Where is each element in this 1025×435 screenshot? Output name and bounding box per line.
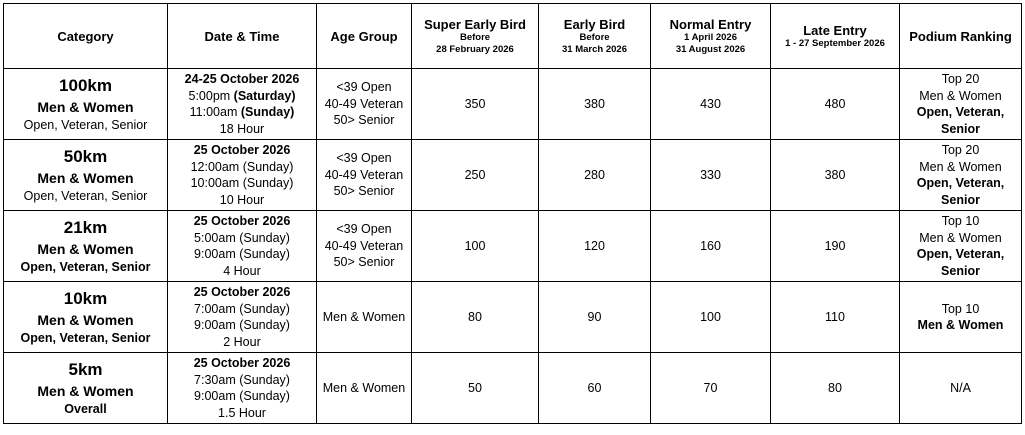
time-value: 10:00am bbox=[190, 176, 243, 190]
cutoff-duration: 2 Hour bbox=[223, 334, 261, 349]
category-divisions: Overall bbox=[64, 402, 107, 416]
cutoff-duration: 1.5 Hour bbox=[218, 405, 266, 420]
time-day: (Sunday) bbox=[239, 247, 290, 261]
podium-line-2: Men & Women bbox=[917, 318, 1004, 332]
table-row bbox=[4, 140, 1022, 211]
age-group-line: 40-49 Veteran bbox=[324, 96, 404, 111]
header-late-entry bbox=[771, 4, 900, 69]
header-super-early-line1: Before bbox=[459, 31, 491, 43]
age-group-line: 50> Senior bbox=[333, 255, 395, 270]
age-group-line: <39 Open bbox=[336, 80, 392, 95]
table-row bbox=[4, 69, 1022, 140]
date-time-cell bbox=[168, 69, 317, 140]
time-day: (Sunday) bbox=[239, 230, 290, 245]
super-early-price: 100 bbox=[412, 211, 539, 282]
age-group-line: 40-49 Veteran bbox=[324, 238, 404, 253]
podium-line-3: Open, Veteran, Senior bbox=[916, 176, 1005, 207]
early-price: 380 bbox=[539, 69, 651, 140]
time-value: 5:00pm bbox=[188, 88, 234, 103]
header-normal-entry bbox=[651, 4, 771, 69]
cutoff-duration: 4 Hour bbox=[223, 263, 261, 278]
normal-price: 160 bbox=[651, 211, 771, 282]
podium-line-1: N/A bbox=[950, 380, 971, 395]
super-early-price: 80 bbox=[412, 282, 539, 353]
date-time-cell bbox=[168, 353, 317, 424]
age-group-line: 50> Senior bbox=[333, 184, 395, 199]
end-time bbox=[168, 246, 316, 263]
time-day: (Sunday) bbox=[240, 105, 295, 119]
age-group-cell bbox=[317, 353, 412, 424]
time-value: 7:30am bbox=[194, 372, 240, 387]
category-gender: Men & Women bbox=[37, 170, 134, 186]
header-normal-line2: 31 August 2026 bbox=[675, 43, 746, 55]
normal-price: 330 bbox=[651, 140, 771, 211]
time-value: 11:00am bbox=[189, 105, 241, 119]
event-date: 25 October 2026 bbox=[193, 356, 291, 370]
header-normal-title: Normal Entry bbox=[669, 16, 752, 32]
header-early-line2: 31 March 2026 bbox=[562, 43, 627, 55]
podium-line-2: Men & Women bbox=[919, 230, 1002, 245]
category-gender: Men & Women bbox=[37, 312, 134, 328]
table-row bbox=[4, 282, 1022, 353]
header-podium-ranking: Podium Ranking bbox=[900, 4, 1022, 69]
podium-line-2: Men & Women bbox=[919, 88, 1002, 103]
category-cell bbox=[4, 353, 168, 424]
age-group-line: <39 Open bbox=[336, 151, 392, 166]
podium-line-2: Men & Women bbox=[919, 159, 1002, 174]
late-price: 80 bbox=[771, 353, 900, 424]
header-super-early-bird bbox=[412, 4, 539, 69]
header-category: Category bbox=[4, 4, 168, 69]
header-early-title: Early Bird bbox=[563, 16, 626, 32]
header-row bbox=[4, 4, 1022, 69]
end-time bbox=[168, 104, 316, 121]
start-time bbox=[168, 88, 316, 105]
age-group-line: 50> Senior bbox=[333, 113, 395, 128]
late-price: 480 bbox=[771, 69, 900, 140]
date-time-cell bbox=[168, 140, 317, 211]
event-date: 24-25 October 2026 bbox=[184, 72, 300, 86]
category-divisions: Open, Veteran, Senior bbox=[20, 331, 151, 345]
table-row bbox=[4, 211, 1022, 282]
category-distance: 5km bbox=[68, 360, 103, 379]
category-divisions: Open, Veteran, Senior bbox=[23, 189, 148, 203]
event-date: 25 October 2026 bbox=[193, 143, 291, 157]
normal-price: 70 bbox=[651, 353, 771, 424]
category-cell bbox=[4, 282, 168, 353]
late-price: 110 bbox=[771, 282, 900, 353]
category-divisions: Open, Veteran, Senior bbox=[20, 260, 151, 274]
early-price: 120 bbox=[539, 211, 651, 282]
category-gender: Men & Women bbox=[37, 241, 134, 257]
category-cell bbox=[4, 69, 168, 140]
podium-cell bbox=[900, 211, 1022, 282]
header-super-early-line2: 28 February 2026 bbox=[436, 43, 514, 55]
cutoff-duration: 10 Hour bbox=[219, 192, 265, 207]
super-early-price: 50 bbox=[412, 353, 539, 424]
end-time bbox=[168, 175, 316, 192]
event-date: 25 October 2026 bbox=[193, 214, 291, 228]
time-day: (Sunday) bbox=[242, 176, 294, 190]
category-distance: 21km bbox=[63, 218, 108, 237]
time-day: (Saturday) bbox=[233, 88, 296, 103]
time-day: (Sunday) bbox=[239, 372, 290, 387]
time-value: 5:00am bbox=[194, 230, 240, 245]
time-day: (Sunday) bbox=[239, 389, 290, 403]
early-price: 280 bbox=[539, 140, 651, 211]
early-price: 60 bbox=[539, 353, 651, 424]
time-day: (Sunday) bbox=[239, 301, 290, 316]
header-late-title: Late Entry bbox=[803, 22, 867, 38]
time-value: 9:00am bbox=[194, 318, 240, 332]
category-distance: 10km bbox=[63, 289, 108, 308]
category-gender: Men & Women bbox=[37, 99, 134, 115]
super-early-price: 350 bbox=[412, 69, 539, 140]
time-day: (Sunday) bbox=[242, 159, 294, 174]
category-gender: Men & Women bbox=[37, 383, 134, 399]
header-super-early-title: Super Early Bird bbox=[424, 16, 526, 32]
event-date: 25 October 2026 bbox=[193, 285, 291, 299]
late-price: 380 bbox=[771, 140, 900, 211]
header-late-line1: 1 - 27 September 2026 bbox=[785, 37, 885, 49]
podium-line-1: Top 20 bbox=[941, 72, 980, 86]
age-group-line: Men & Women bbox=[322, 309, 406, 324]
super-early-price: 250 bbox=[412, 140, 539, 211]
podium-line-1: Top 20 bbox=[941, 143, 980, 157]
time-value: 7:00am bbox=[194, 301, 240, 316]
date-time-cell bbox=[168, 211, 317, 282]
start-time bbox=[168, 372, 316, 389]
cutoff-duration: 18 Hour bbox=[219, 121, 265, 136]
date-time-cell bbox=[168, 282, 317, 353]
time-value: 12:00am bbox=[190, 159, 243, 174]
age-group-line: Men & Women bbox=[322, 380, 406, 395]
category-cell bbox=[4, 140, 168, 211]
podium-cell bbox=[900, 140, 1022, 211]
end-time bbox=[168, 388, 316, 405]
age-group-cell bbox=[317, 211, 412, 282]
table-row bbox=[4, 353, 1022, 424]
start-time bbox=[168, 230, 316, 247]
start-time bbox=[168, 159, 316, 176]
normal-price: 100 bbox=[651, 282, 771, 353]
race-pricing-table bbox=[3, 3, 1022, 424]
category-divisions: Open, Veteran, Senior bbox=[23, 118, 148, 132]
header-normal-line1: 1 April 2026 bbox=[684, 31, 737, 43]
header-early-bird bbox=[539, 4, 651, 69]
category-cell bbox=[4, 211, 168, 282]
time-day: (Sunday) bbox=[239, 318, 290, 332]
podium-cell bbox=[900, 282, 1022, 353]
age-group-cell bbox=[317, 140, 412, 211]
category-distance: 50km bbox=[63, 147, 108, 166]
start-time bbox=[168, 301, 316, 318]
end-time bbox=[168, 317, 316, 334]
podium-cell bbox=[900, 353, 1022, 424]
category-distance: 100km bbox=[59, 76, 112, 95]
age-group-line: <39 Open bbox=[336, 222, 392, 237]
time-value: 9:00am bbox=[194, 247, 240, 261]
early-price: 90 bbox=[539, 282, 651, 353]
header-date-time: Date & Time bbox=[168, 4, 317, 69]
age-group-line: 40-49 Veteran bbox=[324, 167, 404, 182]
podium-line-3: Open, Veteran, Senior bbox=[916, 105, 1005, 136]
podium-line-1: Top 10 bbox=[941, 214, 980, 228]
age-group-cell bbox=[317, 69, 412, 140]
podium-cell bbox=[900, 69, 1022, 140]
time-value: 9:00am bbox=[194, 389, 240, 403]
normal-price: 430 bbox=[651, 69, 771, 140]
header-age-group: Age Group bbox=[317, 4, 412, 69]
podium-line-1: Top 10 bbox=[941, 301, 980, 316]
header-early-line1: Before bbox=[579, 31, 610, 43]
podium-line-3: Open, Veteran, Senior bbox=[916, 247, 1005, 278]
age-group-cell bbox=[317, 282, 412, 353]
late-price: 190 bbox=[771, 211, 900, 282]
